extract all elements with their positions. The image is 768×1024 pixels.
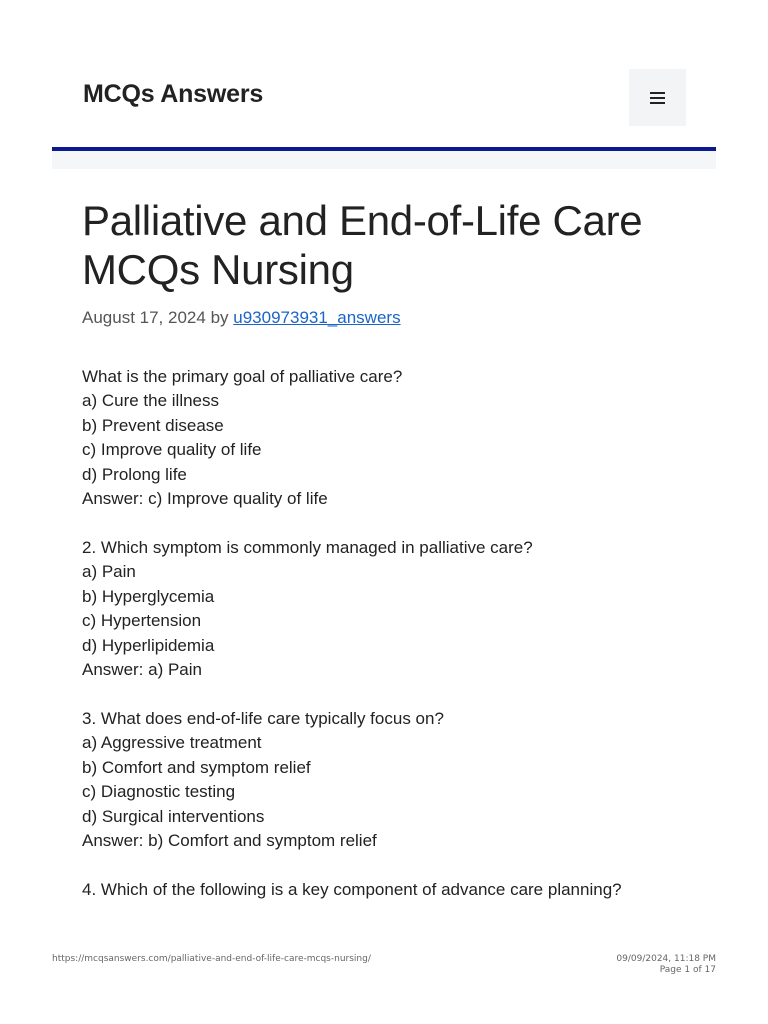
answer-text: Answer: b) Comfort and symptom relief bbox=[82, 830, 377, 850]
question-text: 3. What does end-of-life care typically focus on? bbox=[82, 708, 444, 728]
question-text: What is the primary goal of palliative care? bbox=[82, 367, 403, 386]
footer-info bbox=[616, 954, 716, 976]
footer-url: https://mcqsanswers.com/palliative-and-end-of-life-care-mcqs-nursing/ bbox=[52, 954, 371, 964]
question-item bbox=[82, 878, 692, 902]
option: c) Diagnostic testing bbox=[82, 782, 236, 802]
menu-toggle-button[interactable] bbox=[629, 69, 686, 126]
option: b) Prevent disease bbox=[82, 415, 224, 435]
option: d) Prolong life bbox=[82, 464, 187, 484]
hamburger-menu-icon bbox=[650, 92, 665, 104]
question-item bbox=[82, 365, 692, 511]
question-text: 2. Which symptom is commonly managed in palliative care? bbox=[82, 537, 533, 557]
page-number: Page 1 of 17 bbox=[659, 965, 716, 975]
option: a) Pain bbox=[82, 562, 136, 582]
post-date: August 17, 2024 bbox=[82, 308, 206, 327]
option: d) Surgical interventions bbox=[82, 806, 265, 826]
by-label: by bbox=[210, 308, 229, 327]
question-item bbox=[82, 707, 692, 853]
question-item bbox=[82, 536, 692, 682]
option: c) Hypertension bbox=[82, 611, 202, 631]
site-header bbox=[52, 52, 716, 147]
article-meta bbox=[82, 308, 692, 328]
site-title[interactable]: MCQs Answers bbox=[83, 80, 264, 108]
option: c) Improve quality of life bbox=[82, 440, 262, 460]
article-content bbox=[82, 196, 692, 927]
option: a) Aggressive treatment bbox=[82, 733, 262, 753]
option: b) Comfort and symptom relief bbox=[82, 757, 311, 777]
option: b) Hyperglycemia bbox=[82, 586, 215, 606]
answer-text: Answer: a) Pain bbox=[82, 659, 202, 679]
option: a) Cure the illness bbox=[82, 391, 220, 411]
option: d) Hyperlipidemia bbox=[82, 635, 215, 655]
questions-list bbox=[82, 365, 692, 902]
question-text: 4. Which of the following is a key component of advance care planning? bbox=[82, 879, 622, 899]
author-link[interactable]: u930973931_answers bbox=[233, 308, 401, 327]
navigation-strip bbox=[52, 151, 716, 169]
article-title: Palliative and End-of-Life Care MCQs Nursing bbox=[82, 197, 643, 293]
answer-text: Answer: c) Improve quality of life bbox=[82, 489, 328, 509]
footer-datetime: 09/09/2024, 11:18 PM bbox=[616, 954, 716, 964]
